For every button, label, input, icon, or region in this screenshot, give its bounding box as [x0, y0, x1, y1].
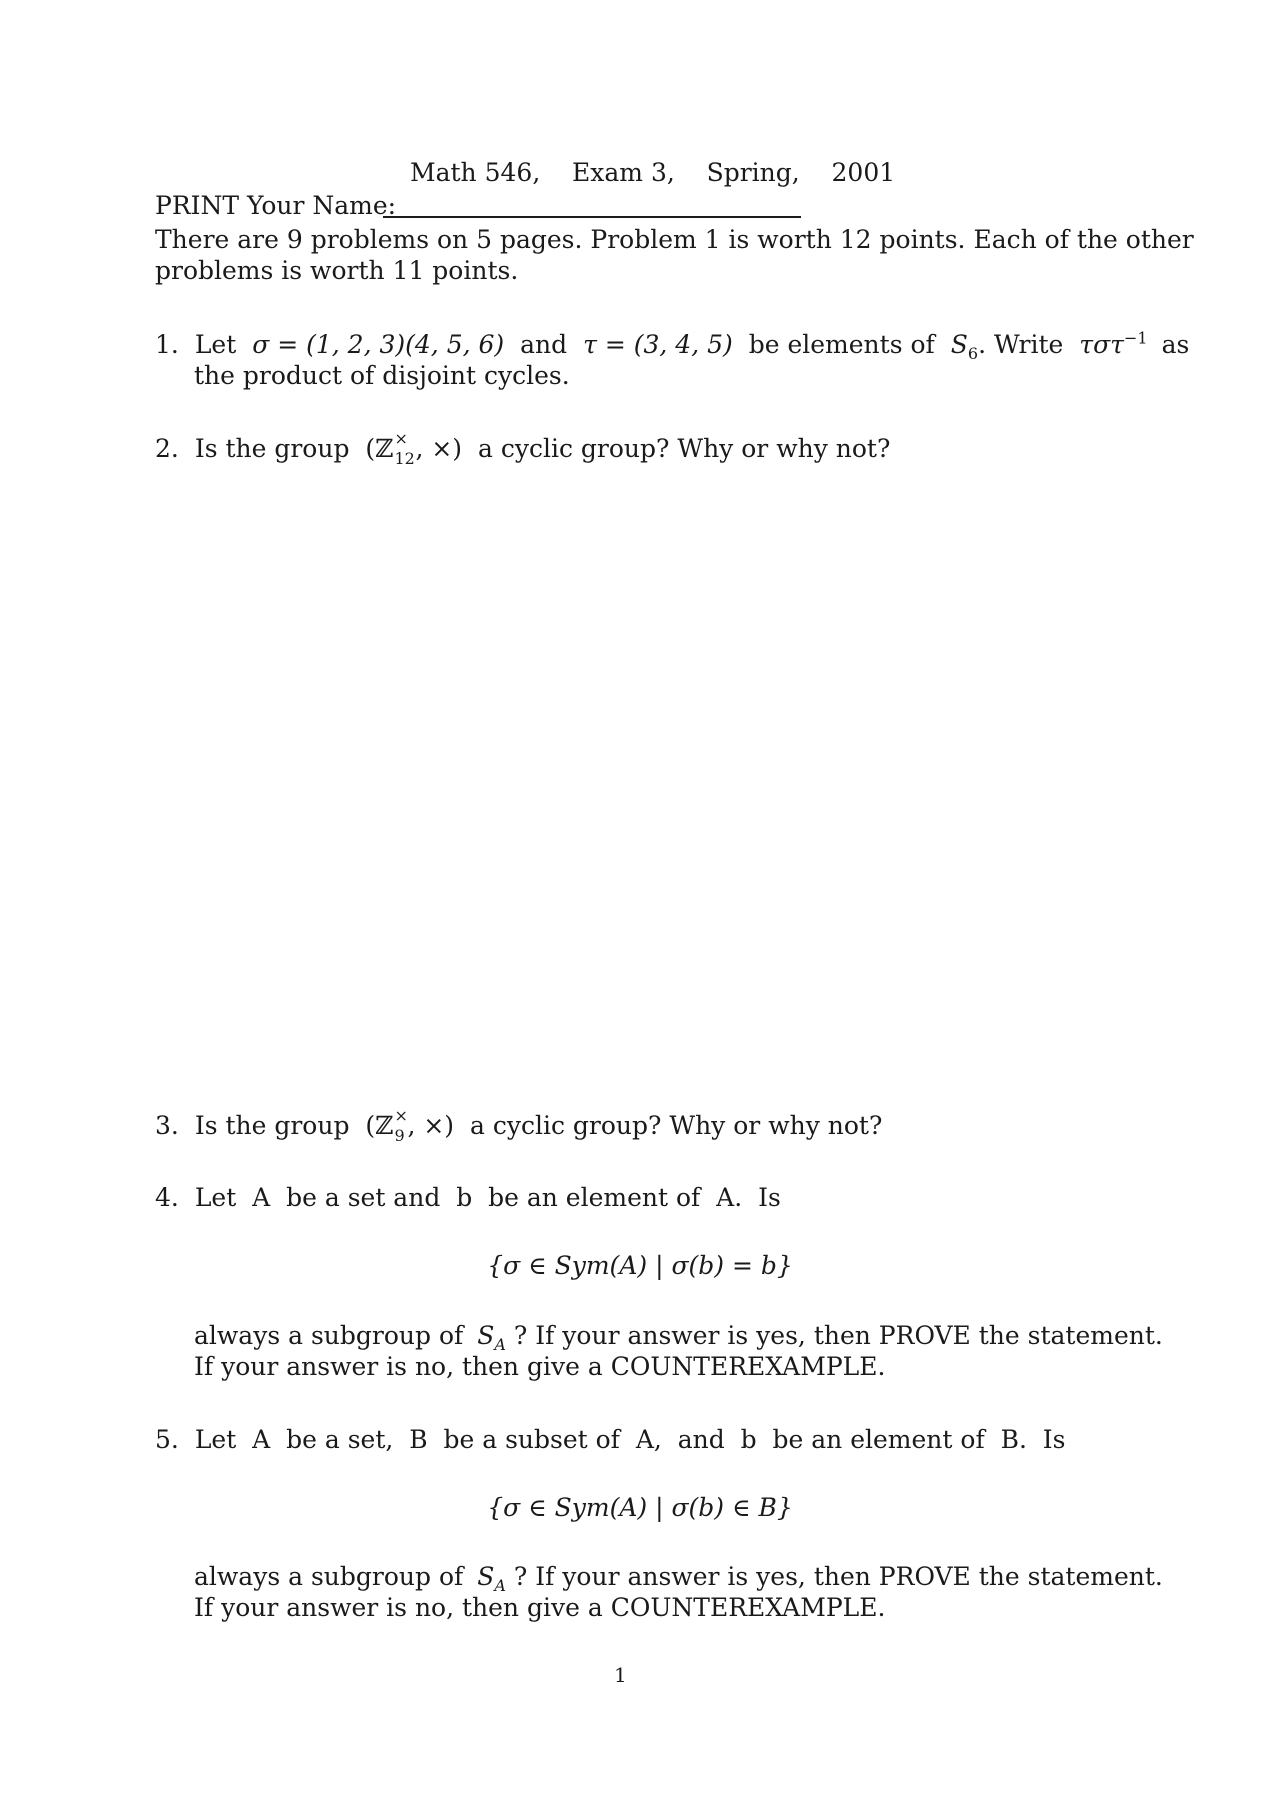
problem-5: [155, 1424, 1066, 1455]
name-label: PRINT Your Name:: [155, 191, 397, 220]
problem-text: as: [1161, 330, 1190, 359]
problem-text: be elements of: [748, 330, 935, 359]
instructions-line-2: problems is worth 11 points.: [155, 256, 519, 285]
problem-5-line-1: always a subgroup of $S_A$ ? If your answer is yes, then PROVE the statement.: [194, 1562, 1163, 1595]
problem-text: a cyclic group? Why or why not?: [470, 1111, 883, 1140]
problem-2: [155, 429, 891, 468]
problem-text: Is the group: [194, 434, 350, 463]
math-conjugate: τστ$^{-1}$: [1079, 328, 1148, 359]
math-sigma: σ = (1, 2, 3)(4, 5, 6): [252, 330, 505, 359]
problem-number: 5.: [155, 1425, 179, 1454]
problem-4: [155, 1182, 781, 1213]
math-sa: $S_A$: [477, 1562, 506, 1595]
name-field[interactable]: [383, 216, 801, 218]
problem-number: 2.: [155, 434, 179, 463]
problem-number: 4.: [155, 1183, 179, 1212]
problem-number: 3.: [155, 1111, 179, 1140]
problem-text: Let: [194, 330, 237, 359]
problem-text: a cyclic group? Why or why not?: [478, 434, 891, 463]
math-tau: τ = (3, 4, 5): [583, 330, 733, 359]
problem-1: [155, 328, 1190, 363]
math-group: (ℤ × 12 , ×): [365, 429, 463, 468]
problem-text: Is the group: [194, 1111, 350, 1140]
problem-3: [155, 1106, 883, 1145]
problem-text: Let A be a set, B be a subset of A, and b be an element of B. Is: [194, 1425, 1066, 1454]
problem-text: Let A be a set and b be an element of A. Is: [194, 1183, 781, 1212]
problem-4-display-math: {σ ∈ Sym(A) | σ(b) = b}: [487, 1251, 793, 1280]
math-sa: $S_A$: [477, 1321, 506, 1354]
problem-1-line-2: the product of disjoint cycles.: [194, 361, 570, 390]
instructions-line-1: There are 9 problems on 5 pages. Problem 1 is worth 12 points. Each of the other: [155, 225, 1194, 254]
problem-text: . Write: [978, 330, 1064, 359]
problem-4-line-1: always a subgroup of $S_A$ ? If your answer is yes, then PROVE the statement.: [194, 1321, 1163, 1354]
exam-title: Math 546, Exam 3, Spring, 2001: [410, 158, 896, 187]
problem-4-line-2: If your answer is no, then give a COUNTEREXAMPLE.: [194, 1352, 886, 1381]
problem-5-line-2: If your answer is no, then give a COUNTEREXAMPLE.: [194, 1593, 886, 1622]
math-s6: $S_6$: [950, 330, 979, 363]
problem-number: 1.: [155, 330, 179, 359]
problem-text: and: [520, 330, 568, 359]
problem-5-display-math: {σ ∈ Sym(A) | σ(b) ∈ B}: [487, 1493, 793, 1522]
math-group: (ℤ × 9 , ×): [365, 1106, 455, 1145]
page-number: 1: [614, 1663, 627, 1687]
